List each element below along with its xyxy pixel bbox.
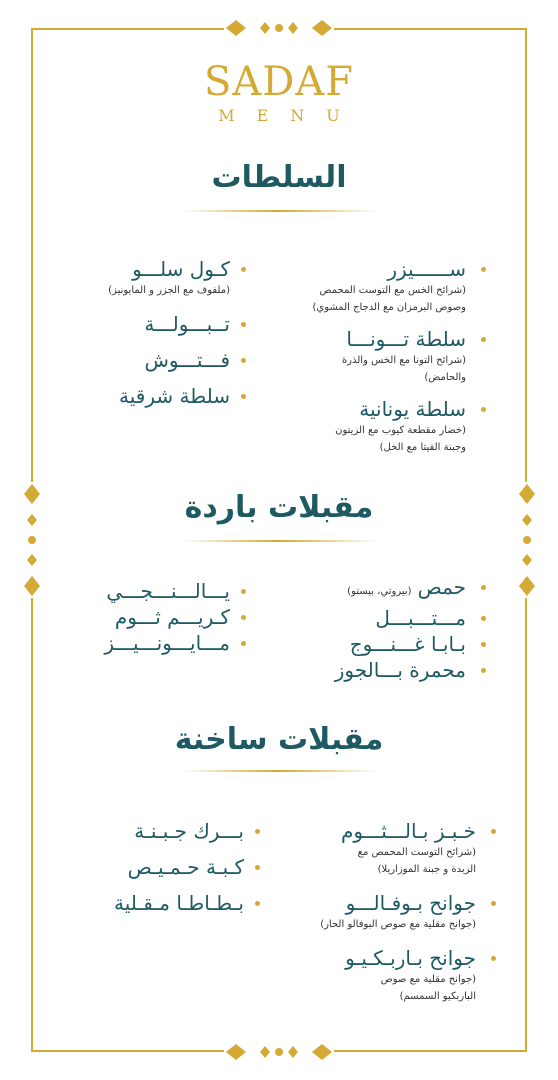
item-name: جوانح بـاربـكـيـو xyxy=(345,946,476,970)
item-desc: وجبنة الفيتا مع الخل) xyxy=(379,442,466,453)
item-desc: (بيروتي، بيستو) xyxy=(347,586,412,597)
menu-item xyxy=(60,854,244,880)
menu-item xyxy=(60,383,230,409)
cold-right-column xyxy=(256,574,466,683)
bullet-icon xyxy=(241,589,246,594)
menu-item xyxy=(256,945,476,1005)
menu-item xyxy=(256,818,476,878)
item-desc: الباربكيو السمسم) xyxy=(399,991,476,1002)
menu-item xyxy=(256,631,466,657)
menu-item xyxy=(60,578,230,604)
item-name: فـــتـــوش xyxy=(144,348,230,372)
item-name xyxy=(256,574,466,605)
menu-item xyxy=(60,256,230,299)
bullet-icon xyxy=(481,642,486,647)
top-ornament xyxy=(224,16,334,40)
bullet-icon xyxy=(491,901,496,906)
section-title-cold-appetizers: مقبلات باردة xyxy=(184,490,374,525)
item-name: جوانح بـوفـالـــو xyxy=(345,891,476,915)
bullet-icon xyxy=(481,407,486,412)
salads-right-column xyxy=(256,256,466,456)
item-desc: (جوانح مقلية مع صوص xyxy=(380,974,476,985)
hot-left-column xyxy=(60,818,244,916)
item-name: مـــتـــبـــل xyxy=(375,606,466,630)
bullet-icon xyxy=(255,901,260,906)
menu-item xyxy=(256,396,466,456)
item-name: بـابـا غـــنـــوج xyxy=(349,632,466,656)
menu-item xyxy=(256,256,466,316)
logo-subtitle: MENU xyxy=(218,106,362,125)
item-name: تــبـــولـــة xyxy=(144,312,230,336)
menu-item xyxy=(256,574,466,605)
item-name: خـبـز بـالـــثـــوم xyxy=(340,819,476,843)
hot-right-column xyxy=(256,818,476,1005)
salads-left-column xyxy=(60,256,230,409)
section-divider xyxy=(180,540,378,542)
item-desc: (ملفوف مع الجزر و المايونيز) xyxy=(108,285,230,296)
bullet-icon xyxy=(241,267,246,272)
bullet-icon xyxy=(241,394,246,399)
cold-left-column xyxy=(60,578,230,656)
menu-item xyxy=(60,604,230,630)
item-desc: والحامض) xyxy=(424,372,466,383)
item-desc: (شرائح التوست المحمص مع xyxy=(357,847,476,858)
menu-item xyxy=(60,818,244,844)
bullet-icon xyxy=(491,956,496,961)
bullet-icon xyxy=(491,829,496,834)
bullet-icon xyxy=(241,358,246,363)
menu-item xyxy=(60,630,230,656)
item-name: يـــالـــنـــجـــي xyxy=(106,579,230,603)
item-name: بـــرك جـبـنـة xyxy=(134,819,244,843)
item-name: كـريـــم ثـــوم xyxy=(114,605,230,629)
item-name: مـــايـــونـــيـــز xyxy=(104,631,230,655)
item-desc: (شرائح الخس مع التوست المحمص xyxy=(319,285,466,296)
menu-item xyxy=(256,890,476,933)
item-desc: وصوص البرمزان مع الدجاج المشوي) xyxy=(312,302,466,313)
item-name: سلطة تـــونـــا xyxy=(346,327,466,351)
item-desc: (خضار مقطعة كيوب مع الزيتون xyxy=(335,425,466,436)
item-name: بـطـاطـا مـقـلية xyxy=(114,891,244,915)
menu-item xyxy=(60,347,230,373)
item-desc: (جوانح مقلية مع صوص البوفالو الحار) xyxy=(320,919,476,930)
section-title-salads: السلطات xyxy=(211,160,347,195)
menu-item xyxy=(60,311,230,337)
item-desc: (شرائح التونا مع الخس والذرة xyxy=(341,355,466,366)
bullet-icon xyxy=(481,267,486,272)
bullet-icon xyxy=(255,829,260,834)
item-name: سلطة شرقية xyxy=(119,384,230,408)
item-name: كـول سلـــو xyxy=(132,257,230,281)
bullet-icon xyxy=(241,615,246,620)
item-name: محمرة بـــالجوز xyxy=(334,658,466,682)
item-name: سلطة يونانية xyxy=(359,397,466,421)
bullet-icon xyxy=(481,668,486,673)
menu-item xyxy=(60,890,244,916)
menu-item xyxy=(256,605,466,631)
item-desc: الزبدة و جبنة الموزاريلا) xyxy=(377,864,476,875)
bottom-ornament xyxy=(224,1040,334,1064)
item-name-text: حمص xyxy=(417,575,466,599)
logo-name: SADAF xyxy=(204,59,354,105)
item-name: كـبـة حـمـيـص xyxy=(127,855,244,879)
bullet-icon xyxy=(481,616,486,621)
bullet-icon xyxy=(241,641,246,646)
bullet-icon xyxy=(481,585,486,590)
bullet-icon xyxy=(255,865,260,870)
menu-item xyxy=(256,326,466,386)
section-divider xyxy=(180,770,378,772)
menu-item xyxy=(256,657,466,683)
item-name: ســــــيزر xyxy=(387,257,466,281)
section-title-hot-appetizers: مقبلات ساخنة xyxy=(174,722,384,757)
section-divider xyxy=(180,210,378,212)
bullet-icon xyxy=(481,337,486,342)
bullet-icon xyxy=(241,322,246,327)
